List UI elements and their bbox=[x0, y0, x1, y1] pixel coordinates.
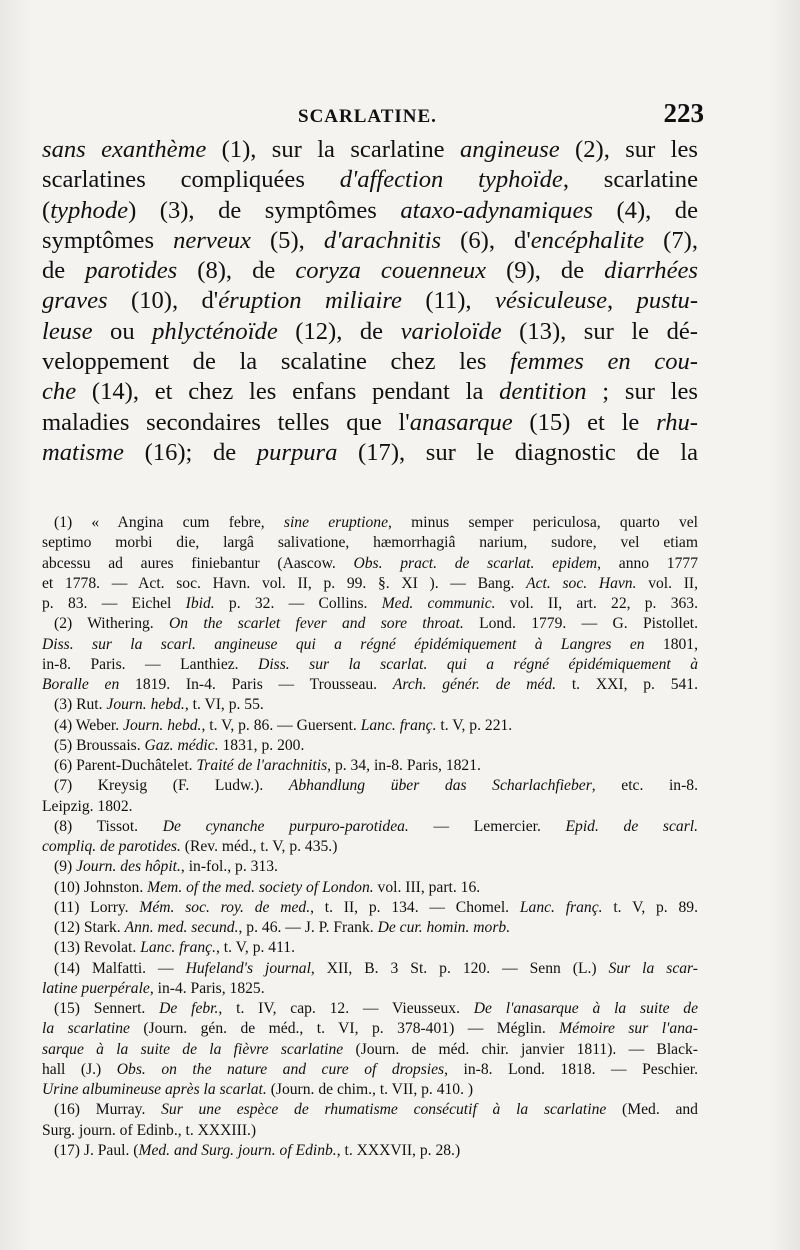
footnote-line: (13) Revolat. Lanc. franç., t. V, p. 411. bbox=[54, 939, 295, 957]
footnote-line: septimo morbi die, largâ salivatione, hæmorrhagiâ narium, sudore, vel etiam bbox=[42, 534, 698, 552]
footnote-line: (3) Rut. Journ. hebd., t. VI, p. 55. bbox=[54, 696, 264, 714]
footnote-line: Surg. journ. of Edinb., t. XXXIII.) bbox=[42, 1121, 257, 1139]
footnote-line: (17) J. Paul. (Med. and Surg. journ. of Edinb., t. XXXVII, p. 28.) bbox=[54, 1141, 461, 1159]
body-line: graves (10), d'éruption miliaire (11), vésiculeuse, pustu- bbox=[42, 287, 699, 315]
footnote-line: sarque à la suite de la fièvre scarlatine (Journ. de méd. chir. janvier 1811). — Black- bbox=[42, 1040, 698, 1058]
footnote-line: (7) Kreysig (F. Ludw.). Abhandlung über das Scharlachfieber, etc. in-8. bbox=[54, 777, 698, 795]
footnote-line: (15) Sennert. De febr., t. IV, cap. 12. — Vieusseux. De l'anasarque à la suite de bbox=[54, 1000, 699, 1017]
footnote-line: (11) Lorry. Mém. soc. roy. de med., t. II, p. 134. — Chomel. Lanc. franç. t. V, p. 89. bbox=[54, 898, 698, 916]
footnote-line: (16) Murray. Sur une espèce de rhumatisme consécutif à la scarlatine (Med. and bbox=[54, 1101, 698, 1119]
footnote-line: (1) « Angina cum febre, sine eruptione, minus semper periculosa, quarto vel bbox=[54, 514, 699, 531]
footnote-line: Urine albumineuse après la scarlat. (Journ. de chim., t. VII, p. 410. ) bbox=[42, 1081, 474, 1098]
body-line: symptômes nerveux (5), d'arachnitis (6), d'encéphalite (7), bbox=[42, 226, 698, 254]
footnote-line: (2) Withering. On the scarlet fever and sore throat. Lond. 1779. — G. Pistollet. bbox=[54, 615, 698, 633]
footnote-line: Diss. sur la scarl. angineuse qui a régné épidémiquement à Langres en 1801, bbox=[42, 635, 699, 653]
footnote-line: (8) Tissot. De cynanche purpuro-parotidea. — Lemercier. Epid. de scarl. bbox=[54, 817, 699, 835]
footnote-line: latine puerpérale, in-4. Paris, 1825. bbox=[42, 979, 265, 997]
footnote-line: (5) Broussais. Gaz. médic. 1831, p. 200. bbox=[54, 736, 305, 754]
body-line: matisme (16); de purpura (17), sur le diagnostic de la bbox=[42, 438, 698, 466]
running-title: SCARLATINE. bbox=[298, 106, 437, 127]
page-number: 223 bbox=[663, 98, 704, 128]
body-line: maladies secondaires telles que l'anasarque (15) et le rhu- bbox=[42, 408, 698, 436]
footnote-line: (12) Stark. Ann. med. secund., p. 46. — J. P. Frank. De cur. homin. morb. bbox=[54, 919, 511, 936]
footnote-line: abcessu ad aures finiebantur (Aascow. Obs. pract. de scarlat. epidem, anno 1777 bbox=[42, 554, 698, 572]
body-line: (typhode) (3), de symptômes ataxo-adynamiques (4), de bbox=[42, 196, 698, 224]
page-header bbox=[42, 98, 704, 132]
footnote-line: (4) Weber. Journ. hebd., t. V, p. 86. — Guersent. Lanc. franç. t. V, p. 221. bbox=[54, 716, 513, 734]
footnote-line: Boralle en 1819. In-4. Paris — Trousseau. Arch. génér. de méd. t. XXI, p. 541. bbox=[42, 676, 699, 693]
footnote-line: (9) Journ. des hôpit., in-fol., p. 313. bbox=[54, 858, 278, 876]
footnote-line: p. 83. — Eichel Ibid. p. 32. — Collins. Med. communic. vol. II, art. 22, p. 363. bbox=[42, 595, 699, 612]
footnote-line: (6) Parent-Duchâtelet. Traité de l'arachnitis, p. 34, in-8. Paris, 1821. bbox=[54, 757, 481, 774]
footnote-line: (14) Malfatti. — Hufeland's journal, XII, B. 3 St. p. 120. — Senn (L.) Sur la scar- bbox=[54, 959, 698, 977]
footnote-line: compliq. de parotides. (Rev. méd., t. V, p. 435.) bbox=[42, 838, 338, 855]
body-line: leuse ou phlycténoïde (12), de varioloïde (13), sur le dé- bbox=[42, 317, 698, 345]
footnote-line: (10) Johnston. Mem. of the med. society of London. vol. III, part. 16. bbox=[54, 878, 481, 896]
footnote-line: in-8. Paris. — Lanthiez. Diss. sur la scarlat. qui a régné épidémiquement à bbox=[42, 655, 698, 673]
body-line: veloppement de la scalatine chez les femmes en cou- bbox=[42, 348, 698, 376]
body-line: che (14), et chez les enfans pendant la dentition ; sur les bbox=[42, 378, 699, 406]
footnote-line: et 1778. — Act. soc. Havn. vol. II, p. 99. §. XI ). — Bang. Act. soc. Havn. vol. II, bbox=[42, 574, 698, 592]
body-line: scarlatines compliquées d'affection typhoïde, scarlatine bbox=[42, 166, 698, 194]
footnote-line: hall (J.) Obs. on the nature and cure of dropsies, in-8. Lond. 1818. — Peschier. bbox=[42, 1060, 698, 1078]
footnotes bbox=[42, 513, 698, 1161]
main-text bbox=[42, 135, 698, 468]
body-line: sans exanthème (1), sur la scarlatine angineuse (2), sur les bbox=[42, 136, 698, 163]
footnote-line: la scarlatine (Journ. gén. de méd., t. VI, p. 378-401) — Méglin. Mémoire sur l'ana- bbox=[42, 1020, 698, 1038]
footnote-line: Leipzig. 1802. bbox=[42, 797, 133, 815]
body-line: de parotides (8), de coryza couenneux (9), de diarrhées bbox=[42, 257, 698, 285]
